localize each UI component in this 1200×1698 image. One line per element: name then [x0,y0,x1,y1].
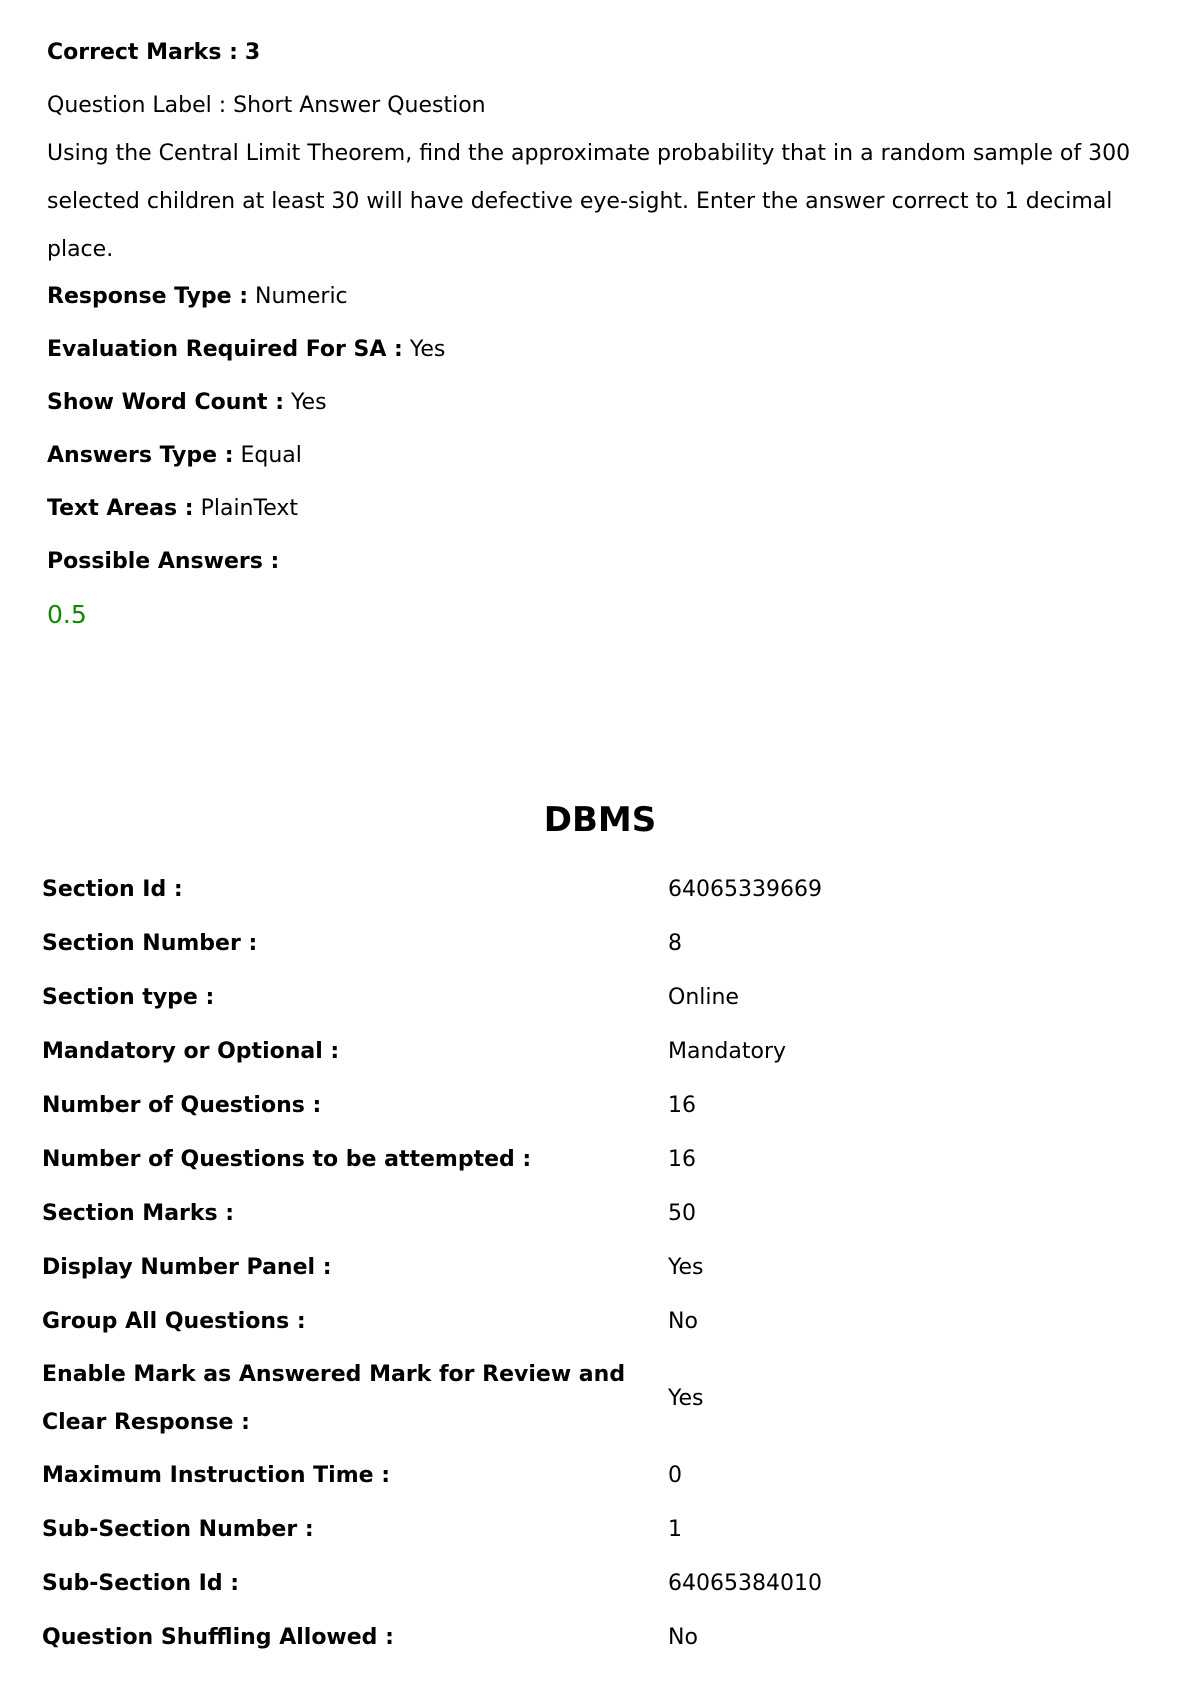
field-label: Text Areas : [47,496,194,521]
field-label: Response Type : [47,284,249,309]
section-row [42,917,1172,971]
text-areas-line [47,494,1177,524]
section-info-table [42,863,1172,1665]
possible-answers-label: Possible Answers : [47,549,280,574]
field-value: Yes [409,337,446,362]
section-row-value: 50 [668,1201,696,1226]
field-value: PlainText [200,496,298,521]
section-row-value: Yes [668,1386,704,1411]
field-value: Numeric [255,284,348,309]
question-label-value: Short Answer Question [233,93,486,118]
section-row-label: Sub-Section Id : [42,1571,240,1596]
question-text: Using the Central Limit Theorem, find the approximate probability that in a random sample of 300 selected children at least 30 will have defective eye-sight. Enter the answer correct to 1 decimal place. [47,141,1131,262]
section-row-value: Yes [668,1255,704,1280]
section-row-label: Question Shuffling Allowed : [42,1625,394,1650]
section-row-label: Number of Questions : [42,1093,322,1118]
show-word-count-line [47,388,1177,418]
correct-marks-line [47,38,1177,68]
section-row-label: Maximum Instruction Time : [42,1463,390,1488]
section-row-value: 8 [668,931,682,956]
section-row-value: No [668,1625,698,1650]
section-row-value: No [668,1309,698,1334]
section-row-label: Section Number : [42,931,258,956]
evaluation-required-line [47,335,1177,365]
section-row [42,1349,1172,1449]
section-row-value: Mandatory [668,1039,787,1064]
section-row [42,1611,1172,1665]
section-row-label: Number of Questions to be attempted : [42,1147,532,1172]
section-row [42,1025,1172,1079]
field-label: Answers Type : [47,443,234,468]
section-row [42,1557,1172,1611]
section-row [42,1241,1172,1295]
section-row [42,1295,1172,1349]
field-value: Equal [240,443,302,468]
section-row-value: 16 [668,1093,696,1118]
field-value: Yes [291,390,327,415]
section-row-label: Section type : [42,985,215,1010]
question-label-line [47,91,1177,121]
field-label: Show Word Count : [47,390,285,415]
correct-marks-value: 3 [244,40,261,65]
section-row [42,1133,1172,1187]
correct-marks-label: Correct Marks : [47,40,238,65]
section-row-label: Display Number Panel : [42,1255,332,1280]
section-row-label: Enable Mark as Answered Mark for Review and Clear Response : [42,1362,626,1435]
answers-type-line [47,441,1177,471]
section-row-value: 0 [668,1463,682,1488]
section-row-value: 1 [668,1517,682,1542]
section-row-label: Mandatory or Optional : [42,1039,340,1064]
section-row-value: 16 [668,1147,696,1172]
section-row-label: Section Marks : [42,1201,235,1226]
section-row [42,1503,1172,1557]
section-row-value: 64065384010 [668,1571,822,1596]
response-type-line [47,282,1177,312]
section-row [42,1079,1172,1133]
question-label-label: Question Label : [47,93,227,118]
section-row-label: Group All Questions : [42,1309,306,1334]
section-row-label: Sub-Section Number : [42,1517,314,1542]
section-row [42,1449,1172,1503]
question-block [47,38,1177,630]
section-row-value: 64065339669 [668,877,822,902]
section-row [42,1187,1172,1241]
section-title: DBMS [543,800,657,840]
section-row-value: Online [668,985,739,1010]
section-row-label: Section Id : [42,877,183,902]
section-row [42,863,1172,917]
possible-answer-value: 0.5 [47,600,87,629]
section-row [42,971,1172,1025]
field-label: Evaluation Required For SA : [47,337,403,362]
